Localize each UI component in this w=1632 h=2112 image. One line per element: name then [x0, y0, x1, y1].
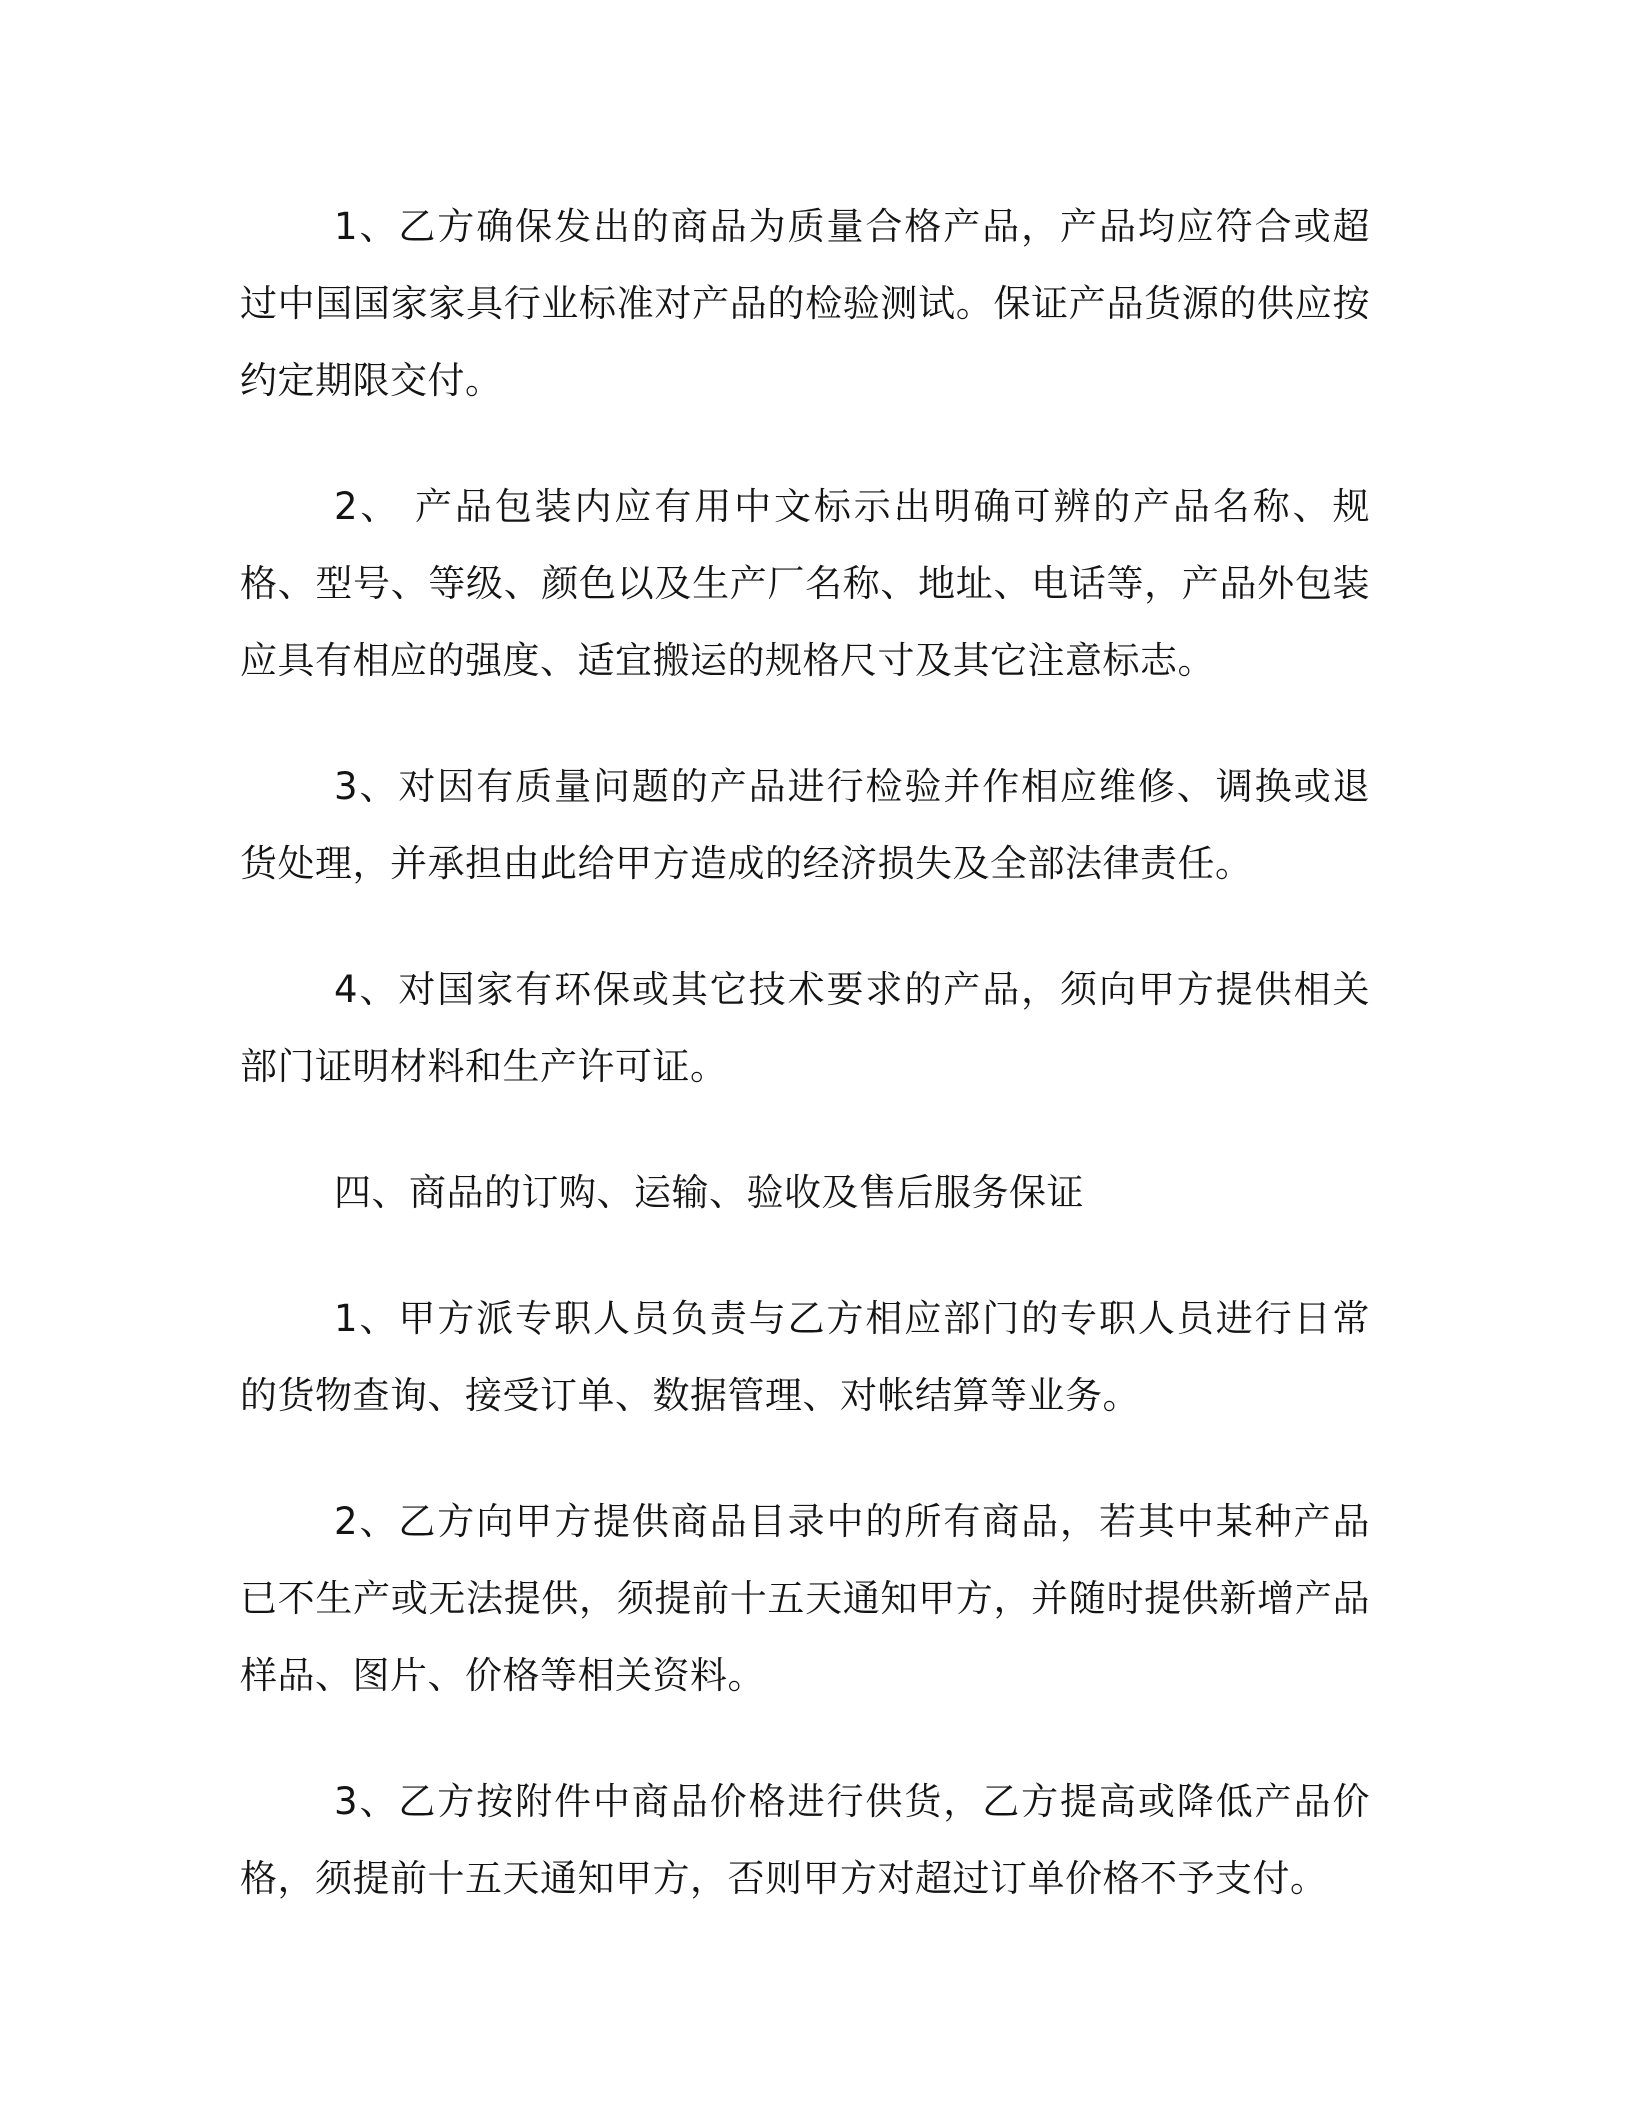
section-heading: 四、商品的订购、运输、验收及售后服务保证 — [334, 1171, 1084, 1214]
clause-certification: 4、对国家有环保或其它技术要求的产品，须向甲方提供相关部门证明材料和生产许可证。 — [240, 968, 1370, 1088]
clause-defects: 3、对因有质量问题的产品进行检验并作相应维修、调换或退货处理，并承担由此给甲方造成的经济损失及全部法律责任。 — [240, 765, 1370, 885]
clause-quality: 1、乙方确保发出的商品为质量合格产品，产品均应符合或超过中国国家家具行业标准对产品的检验测试。保证产品货源的供应按约定期限交付。 — [240, 205, 1370, 402]
clause-packaging: 2、 产品包装内应有用中文标示出明确可辨的产品名称、规格、型号、等级、颜色以及生产厂名称、地址、电话等，产品外包装应具有相应的强度、适宜搬运的规格尺寸及其它注意标志。 — [240, 485, 1370, 682]
clause-ordering-staff: 1、甲方派专职人员负责与乙方相应部门的专职人员进行日常的货物查询、接受订单、数据管理、对帐结算等业务。 — [240, 1297, 1370, 1417]
clause-catalog: 2、乙方向甲方提供商品目录中的所有商品，若其中某种产品已不生产或无法提供，须提前十五天通知甲方，并随时提供新增产品样品、图片、价格等相关资料。 — [240, 1500, 1370, 1697]
document-body — [240, 188, 1370, 1966]
clause-pricing: 3、乙方按附件中商品价格进行供货，乙方提高或降低产品价格，须提前十五天通知甲方，否则甲方对超过订单价格不予支付。 — [240, 1780, 1370, 1900]
